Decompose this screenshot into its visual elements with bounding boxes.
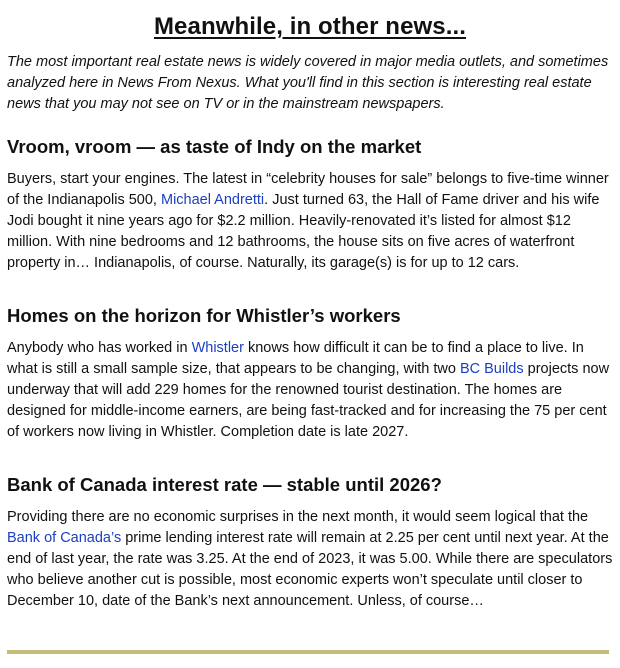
- article-text: Anybody who has worked in: [7, 340, 192, 356]
- article-heading-boc-rate: Bank of Canada interest rate — stable until 2026?: [7, 474, 442, 495]
- link-michael-andretti[interactable]: Michael Andretti: [160, 192, 265, 208]
- link-whistler[interactable]: Whistler: [191, 340, 244, 356]
- section-divider: [7, 650, 609, 654]
- section-title: Meanwhile, in other news...: [153, 13, 467, 40]
- article-body-boc-rate: [7, 507, 613, 612]
- article-text: knows how difficult it can be to find a place to live. In what is still a small sample size, that appears to be changing, with two: [7, 340, 584, 377]
- link-bank-of-canada[interactable]: Bank of Canada’s: [7, 530, 122, 546]
- article-heading-indy: Vroom, vroom — as taste of Indy on the market: [7, 136, 422, 157]
- article-body-indy: [7, 169, 613, 274]
- link-bc-builds[interactable]: BC Builds: [459, 361, 524, 377]
- intro-paragraph: The most important real estate news is widely covered in major media outlets, and sometimes analyzed here in News From Nexus. What you'll find in this section is interesting real estate news that you may not see on TV or in the mainstream newspapers.: [7, 54, 609, 112]
- article-text: Providing there are no economic surprises in the next month, it would seem logical that the: [7, 509, 589, 525]
- article-body-whistler: [7, 338, 613, 443]
- article-heading-whistler: Homes on the horizon for Whistler’s workers: [7, 305, 401, 326]
- article-text: Buyers, start your engines. The latest in “celebrity houses for sale” belongs to five-time winner of the Indianapolis 500,: [7, 171, 609, 208]
- article-text: prime lending interest rate will remain at 2.25 per cent until next year. At the end of last year, the rate was 3.25. At the end of 2023, it was 5.00. While there are speculators who believe another cut is possible, most economic experts won’t speculate until closer to December 10, date of the Bank’s next announcement. Unless, of course…: [7, 530, 613, 609]
- article-text: . Just turned 63, the Hall of Fame driver and his wife Jodi bought it nine years ago for $2.2 million. Heavily-renovated it’s listed for almost $12 million. With nine bedrooms and 12 bathrooms, the house sits on five acres of waterfront property in… Indianapolis, of course. Naturally, its garage(s) is for up to 12 cars.: [7, 192, 600, 271]
- article-text: projects now underway that will add 229 homes for the renowned tourist destination. The homes are designed for middle-income earners, are being fast-tracked and for increasing the 75 per cent of workers now living in Whistler. Completion date is late 2027.: [7, 361, 610, 440]
